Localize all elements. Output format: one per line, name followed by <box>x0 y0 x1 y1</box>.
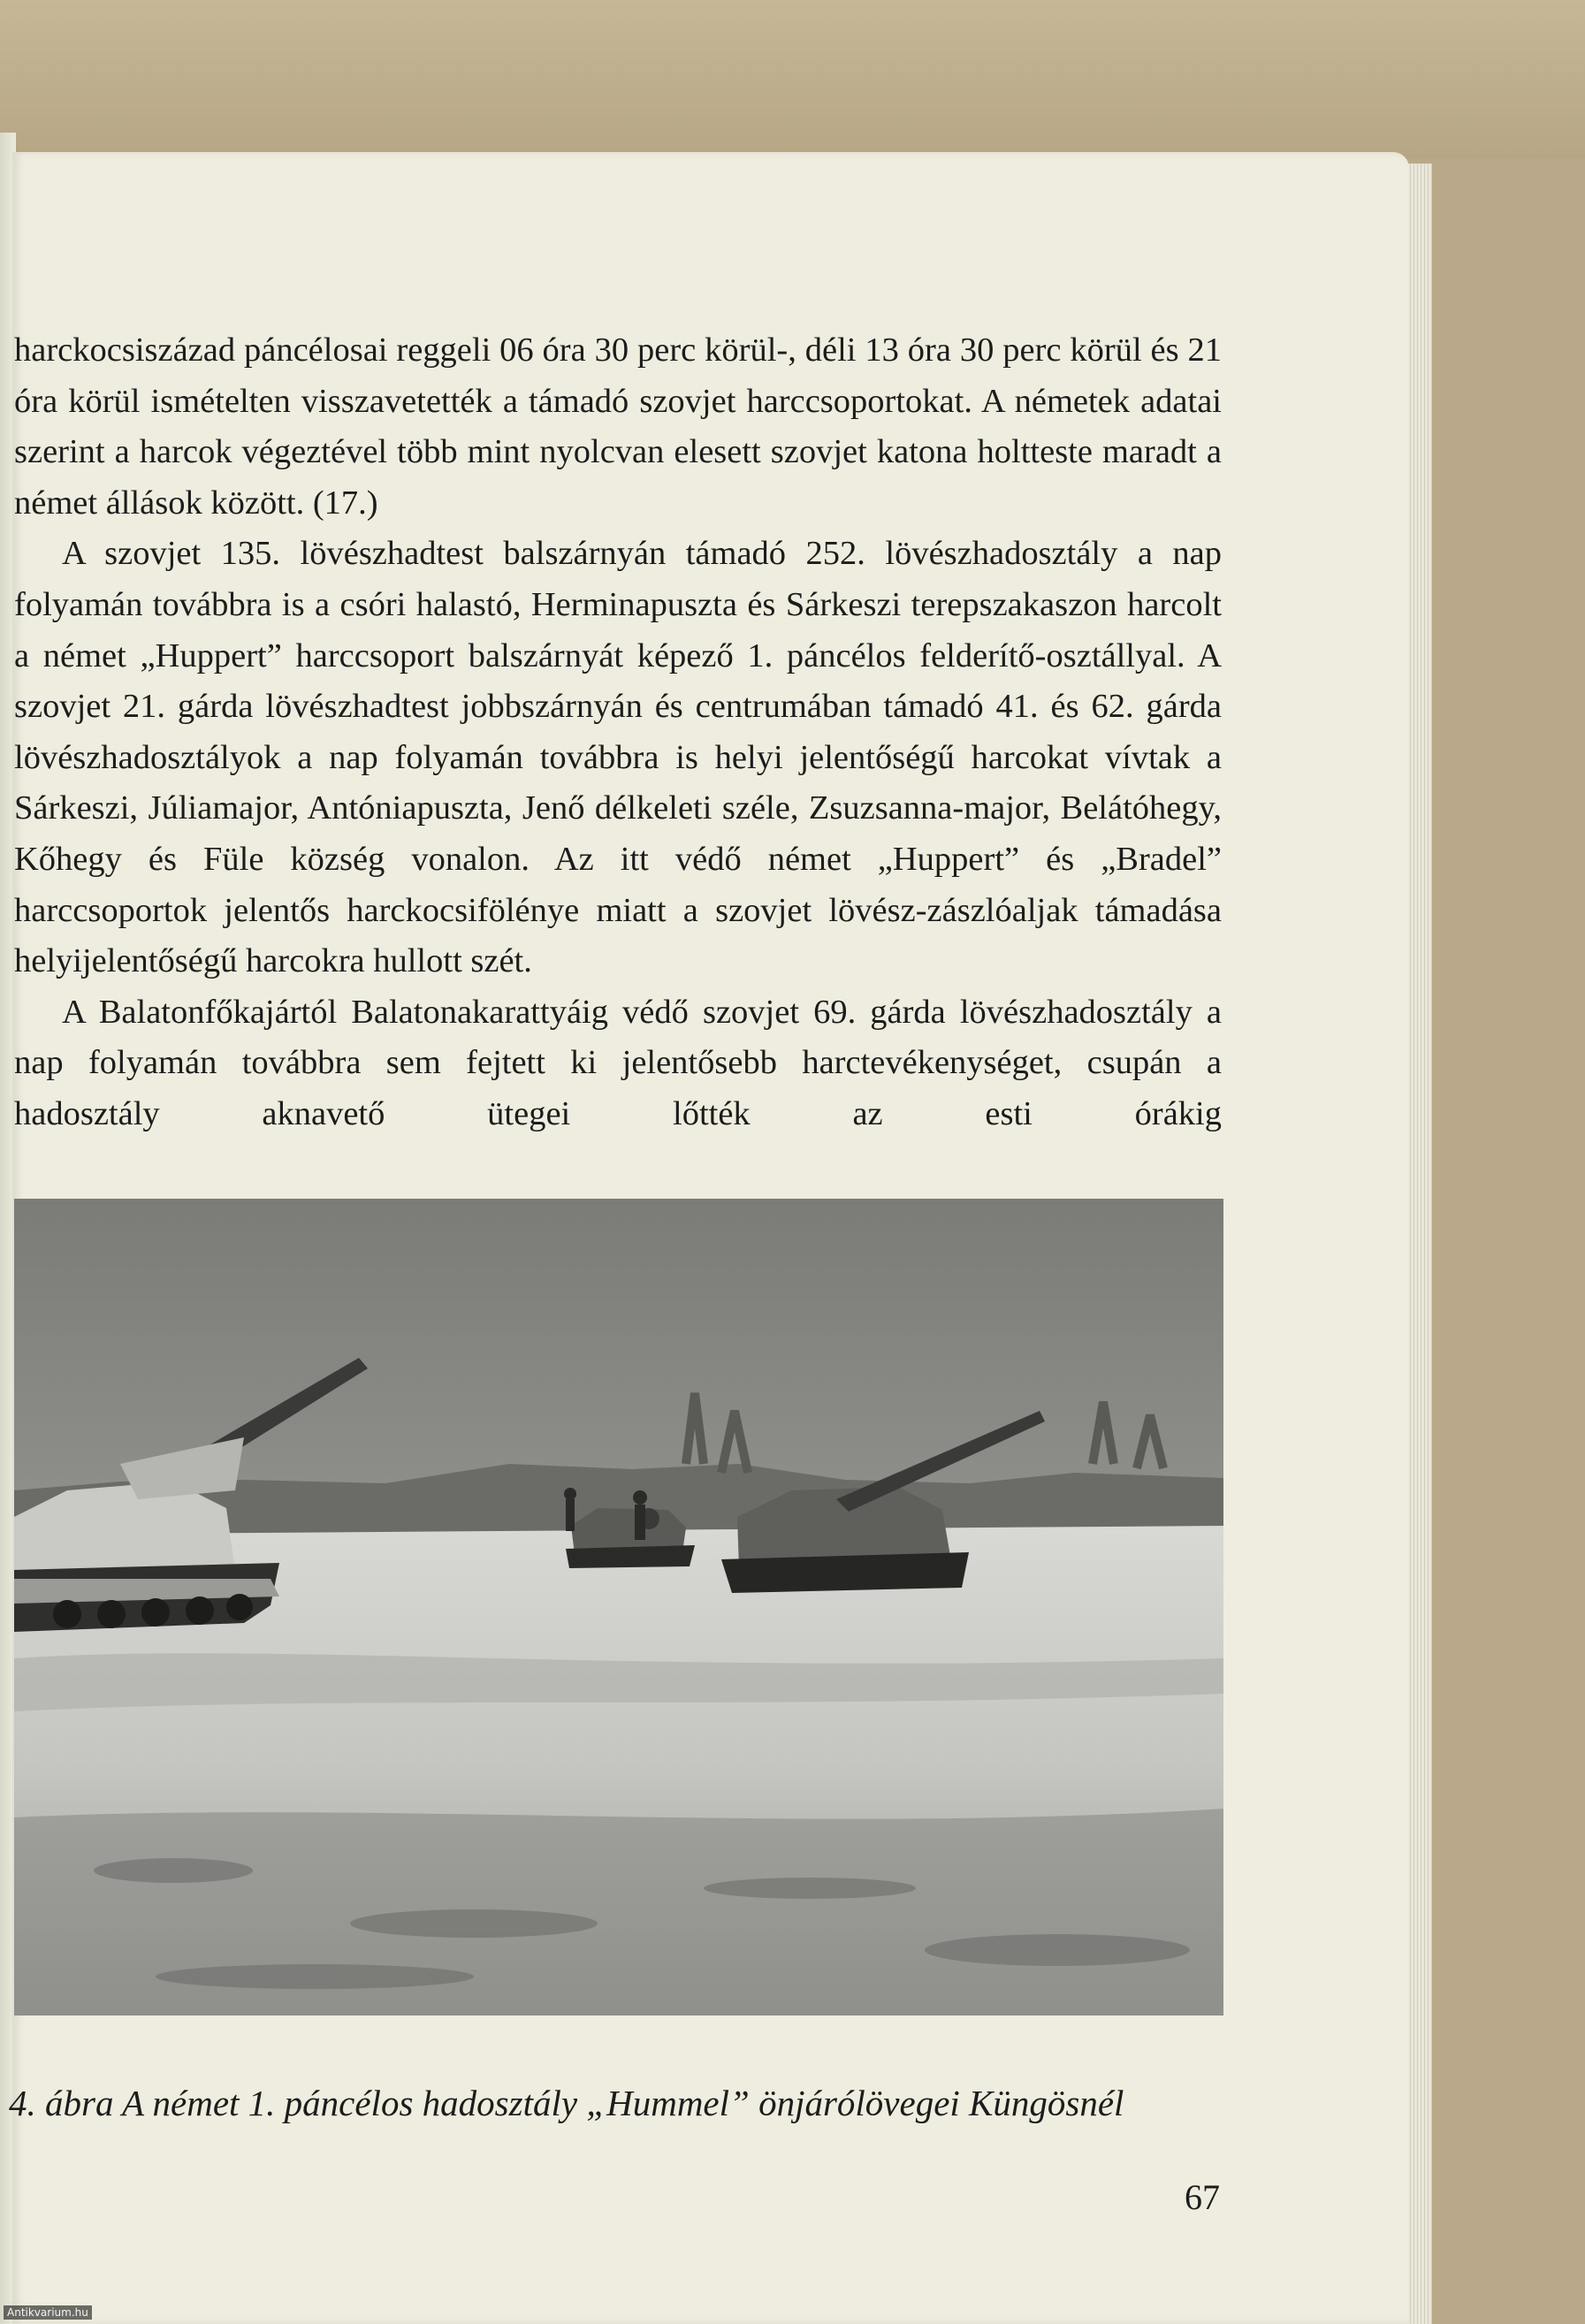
figure-caption: 4. ábra A német 1. páncélos hadosztály „Hummel” önjárólövegei Küngösnél <box>9 2083 1124 2123</box>
paragraph-3: A Balatonfőkajártól Balatonakarattyáig védő szovjet 69. gárda lövészhadosztály a nap folyamán továbbra sem fejtett ki jelentősebb harctevékenységet, csupán a hadosztály aknavető ütegei lőtték az esti órákig <box>14 993 1222 1132</box>
body-text <box>14 325 1222 1140</box>
paragraph-2: A szovjet 135. lövészhadtest balszárnyán támadó 252. lövészhadosztály a nap folyamán továbbra is a csóri halastó, Herminapuszta és Sárkeszi terepszakaszon harcolt a német „Huppert” harccsoport balszárnyát képező 1. páncélos felderítő-osztállyal. A szovjet 21. gárda lövészhadtest jobbszárnyán és centrumában támadó 41. és 62. gárda lövészhadosztályok a nap folyamán továbbra is helyi jelentőségű harcokat vívtak a Sárkeszi, Júliamajor, Antóniapuszta, Jenő délkeleti széle, Zsuzsanna-major, Belátóhegy, Kőhegy és Füle község vonalon. Az itt védő német „Huppert” és „Bradel” harccsoportok jelentős harckocsifölénye miatt a szovjet lövész-zászlóaljak támadása helyijelentőségű harcokra hullott szét. <box>14 535 1222 980</box>
watermark: Antikvarium.hu <box>4 2305 92 2320</box>
page-number: 67 <box>1185 2177 1220 2217</box>
background-surface <box>0 0 1585 159</box>
paragraph-1: harckocsiszázad páncélosai reggeli 06 óra 30 perc körül-, déli 13 óra 30 perc körül és 21 óra körül ismételten visszavetették a támadó szovjet harccsoportokat. A németek adatai szerint a harcok végeztével több mint nyolcvan elesett szovjet katona holtteste maradt a német állások között. (17.) <box>14 331 1222 522</box>
figure-photo <box>14 1199 1223 2015</box>
